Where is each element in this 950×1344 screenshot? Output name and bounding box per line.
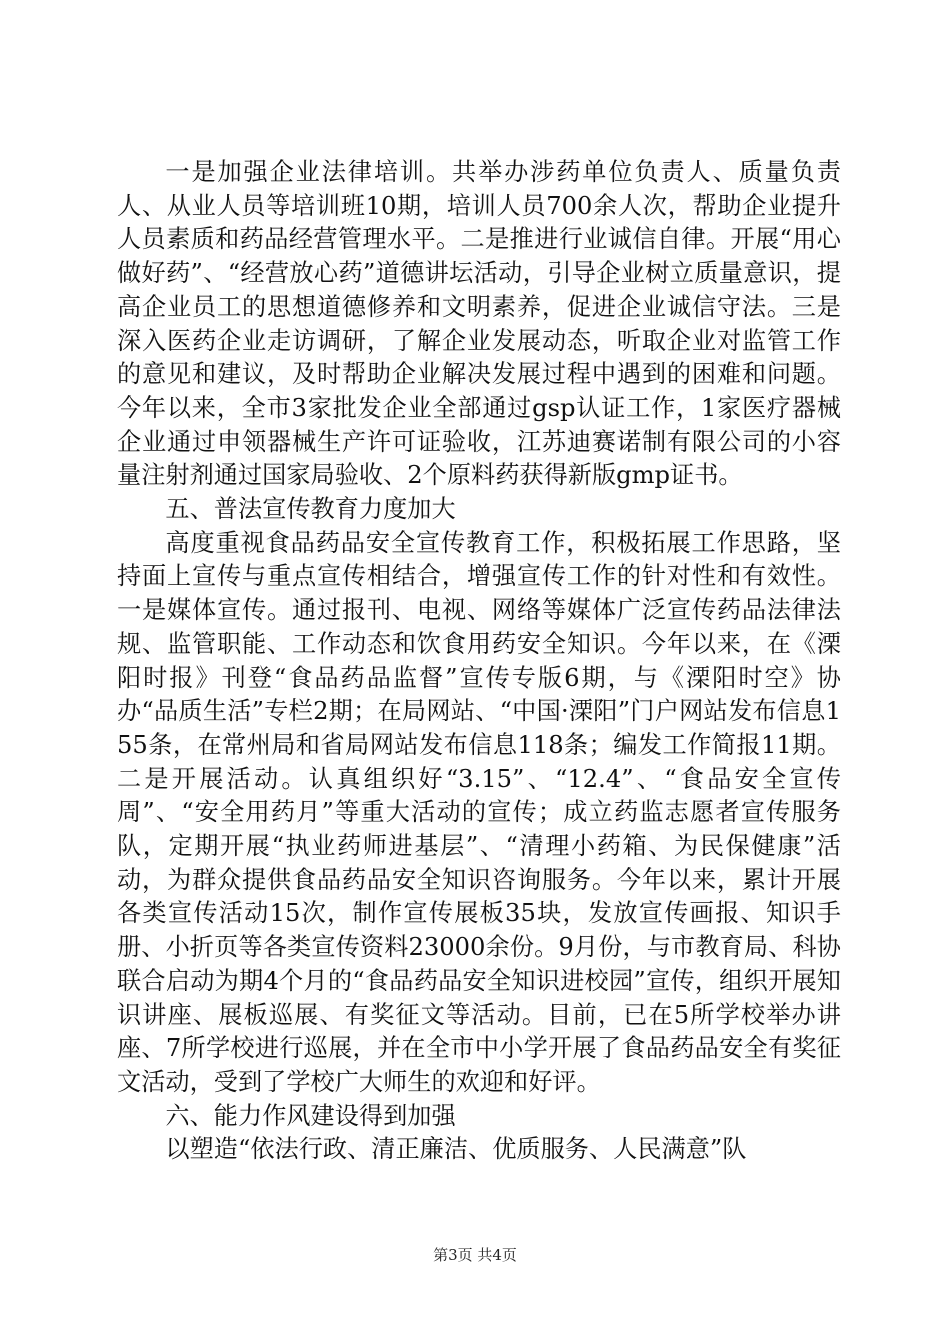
paragraph-enterprise-training: 一是加强企业法律培训。共举办涉药单位负责人、质量负责人、从业人员等培训班10期，培训人员700余人次，帮助企业提升人员素质和药品经营管理水平。二是推进行业诚信自律。开展“用心做好药”、“经营放心药”道德讲坛活动，引导企业树立质量意识，提高企业员工的思想道德修养和文明素养，促进企业诚信守法。三是深入医药企业走访调研，了解企业发展动态，听取企业对监管工作的意见和建议，及时帮助企业解决发展过程中遇到的困难和问题。今年以来，全市3家批发企业全部通过gsp认证工作，1家医疗器械企业通过申领器械生产许可证验收，江苏迪赛诺制有限公司的小容量注射剂通过国家局验收、2个原料药获得新版gmp证书。 xyxy=(117,158,841,490)
section-heading-6: 六、能力作风建设得到加强 xyxy=(165,1101,456,1130)
paragraph-publicity-education: 高度重视食品药品安全宣传教育工作，积极拓展工作思路，坚持面上宣传与重点宣传相结合，增强宣传工作的针对性和有效性。一是媒体宣传。通过报刊、电视、网络等媒体广泛宣传药品法律法规、监管职能、工作动态和饮食用药安全知识。今年以来，在《溧阳时报》刊登“食品药品监督”宣传专版6期，与《溧阳时空》协办“品质生活”专栏2期；在局网站、“中国·溧阳”门户网站发布信息155条，在常州局和省局网站发布信息118条；编发工作简报11期。二是开展活动。认真组织好“3.15”、“12.4”、“食品安全宣传周”、“安全用药月”等重大活动的宣传；成立药监志愿者宣传服务队，定期开展“执业药师进基层”、“清理小药箱、为民保健康”活动，为群众提供食品药品安全知识咨询服务。今年以来，累计开展各类宣传活动15次，制作宣传展板35块，发放宣传画报、知识手册、小折页等各类宣传资料23000余份。9月份，与市教育局、科协联合启动为期4个月的“食品药品安全知识进校园”宣传，组织开展知识讲座、展板巡展、有奖征文等活动。目前，已在5所学校举办讲座、7所学校进行巡展，并在全市中小学开展了食品药品安全有奖征文活动，受到了学校广大师生的欢迎和好评。 xyxy=(117,528,841,1096)
paragraph-capacity-building: 以塑造“依法行政、清正廉洁、优质服务、人民满意”队 xyxy=(165,1135,747,1164)
page-footer: 第3页 共4页 xyxy=(433,1246,517,1264)
document-body xyxy=(117,156,841,1167)
section-heading-5: 五、普法宣传教育力度加大 xyxy=(165,495,456,524)
